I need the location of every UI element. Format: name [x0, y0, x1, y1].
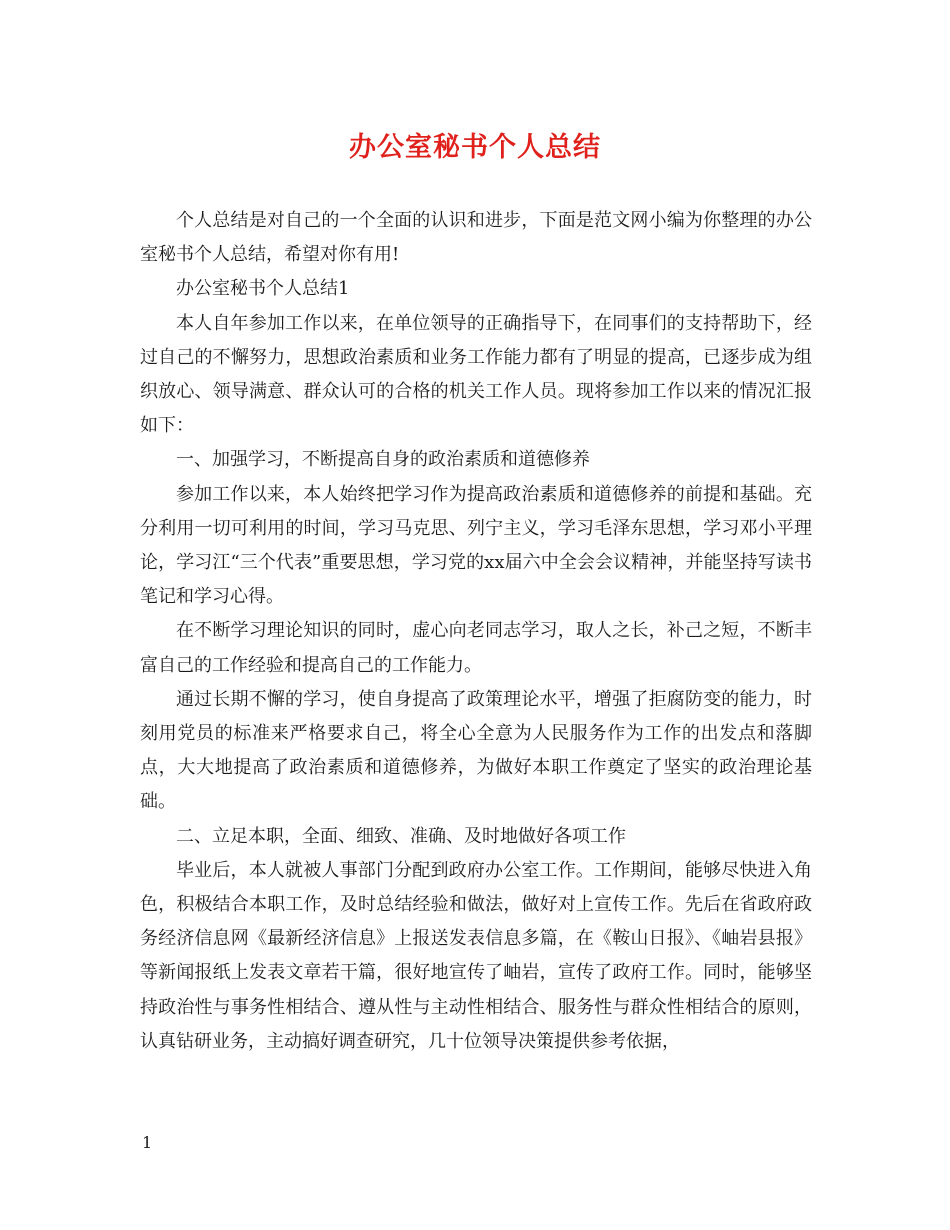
section-heading-summary-1: 办公室秘书个人总结1	[176, 278, 350, 300]
section-heading-duties: 二、立足本职，全面、细致、准确、及时地做好各项工作	[176, 825, 626, 847]
paragraph-intro: 个人总结是对自己的一个全面的认识和进步，下面是范文网小编为你整理的办公室秘书个人总结，希望对你有用!	[140, 210, 812, 266]
document-title: 办公室秘书个人总结	[349, 132, 601, 163]
page-number: 1	[142, 1133, 153, 1152]
paragraph-learn-from-colleagues: 在不断学习理论知识的同时，虚心向老同志学习，取人之长，补己之短，不断丰富自己的工作经验和提高自己的工作能力。	[140, 620, 812, 676]
section-heading-study: 一、加强学习，不断提高自身的政治素质和道德修养	[176, 449, 590, 471]
paragraph-work-experience: 毕业后，本人就被人事部门分配到政府办公室工作。工作期间，能够尽快进入角色，积极结合本职工作，及时总结经验和做法，做好对上宣传工作。先后在省政府政务经济信息网《最新经济信息》上报送发表信息多篇，在《鞍山日报》、《岫岩县报》等新闻报纸上发表文章若干篇，很好地宣传了岫岩，宣传了政府工作。同时，能够坚持政治性与事务性相结合、遵从性与主动性相结合、服务性与群众性相结合的原则，认真钻研业务，主动搞好调查研究，几十位领导决策提供参考依据，	[140, 859, 812, 1052]
document-body	[140, 204, 812, 1059]
paragraph-study-theory: 参加工作以来，本人始终把学习作为提高政治素质和道德修养的前提和基础。充分利用一切可利用的时间，学习马克思、列宁主义，学习毛泽东思想，学习邓小平理论，学习江“三个代表”重要思想，学习党的xx届六中全会会议精神，并能坚持写读书笔记和学习心得。	[140, 483, 812, 608]
paragraph-study-results: 通过长期不懈的学习，使自身提高了政策理论水平，增强了拒腐防变的能力，时刻用党员的标准来严格要求自己，将全心全意为人民服务作为工作的出发点和落脚点，大大地提高了政治素质和道德修养，为做好本职工作奠定了坚实的政治理论基础。	[140, 688, 812, 813]
paragraph-overview: 本人自年参加工作以来，在单位领导的正确指导下，在同事们的支持帮助下，经过自己的不懈努力，思想政治素质和业务工作能力都有了明显的提高，已逐步成为组织放心、领导满意、群众认可的合格的机关工作人员。现将参加工作以来的情况汇报如下：	[140, 312, 812, 437]
